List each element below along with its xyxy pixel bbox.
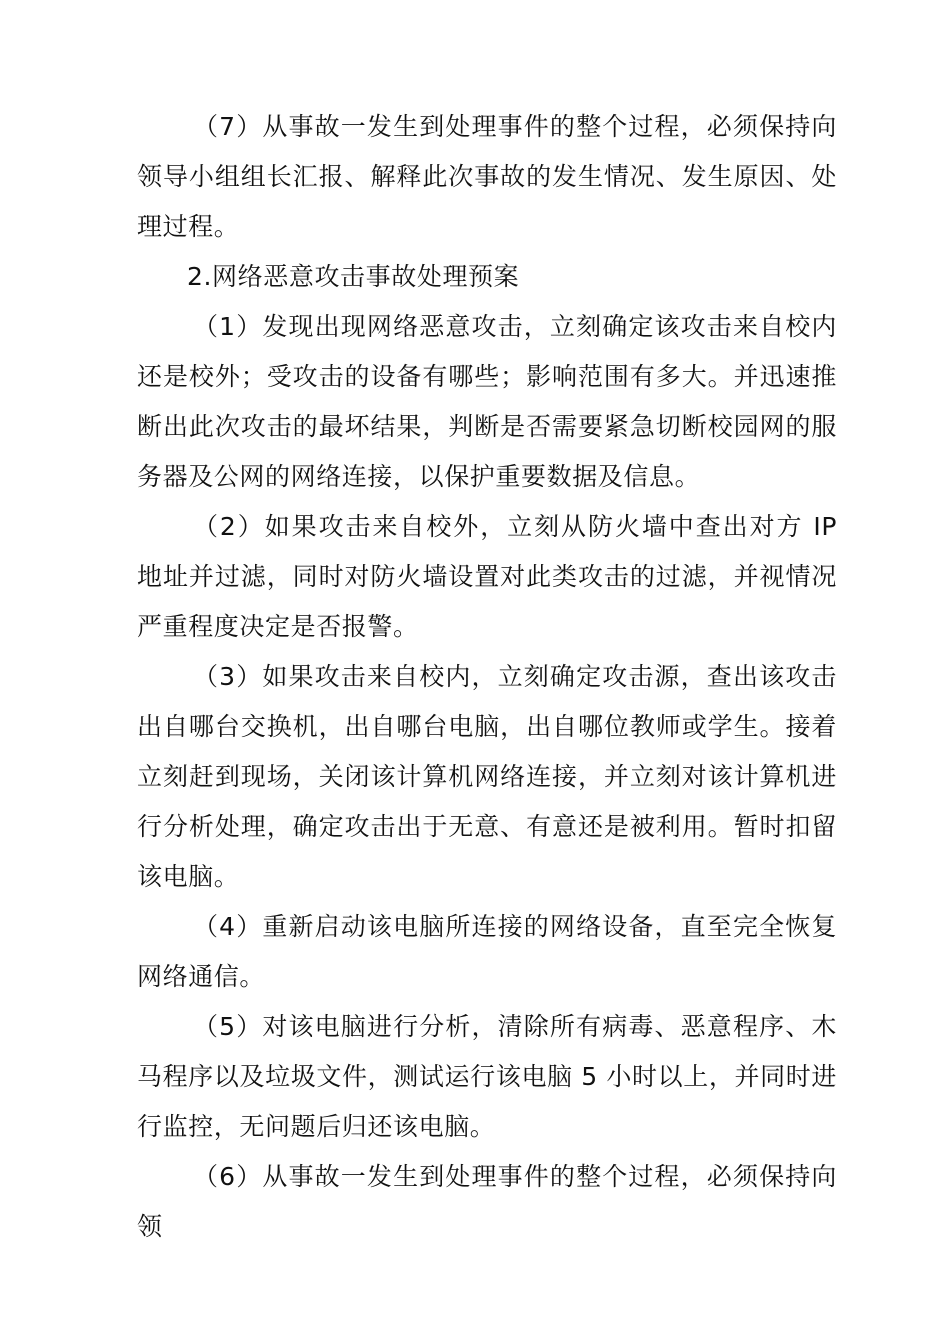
paragraph-item-3: （3）如果攻击来自校内，立刻确定攻击源，查出该攻击出自哪台交换机，出自哪台电脑，出自哪位教师或学生。接着立刻赶到现场，关闭该计算机网络连接，并立刻对该计算机进行分析处理，确定攻击出于无意、有意还是被利用。暂时扣留该电脑。 <box>137 662 837 891</box>
paragraph-item-5: （5）对该电脑进行分析，清除所有病毒、恶意程序、木马程序以及垃圾文件，测试运行该电脑 5 小时以上，并同时进行监控，无问题后归还该电脑。 <box>137 1012 837 1141</box>
document-body <box>137 102 837 1252</box>
section-heading: 2.网络恶意攻击事故处理预案 <box>187 262 520 291</box>
paragraph-item-6: （6）从事故一发生到处理事件的整个过程，必须保持向领 <box>137 1162 837 1241</box>
paragraph-item-7: （7）从事故一发生到处理事件的整个过程，必须保持向领导小组组长汇报、解释此次事故的发生情况、发生原因、处理过程。 <box>137 112 837 241</box>
paragraph-item-1: （1）发现出现网络恶意攻击，立刻确定该攻击来自校内还是校外；受攻击的设备有哪些；影响范围有多大。并迅速推断出此次攻击的最坏结果，判断是否需要紧急切断校园网的服务器及公网的网络连接，以保护重要数据及信息。 <box>137 312 837 491</box>
paragraph-item-4: （4）重新启动该电脑所连接的网络设备，直至完全恢复网络通信。 <box>137 912 837 991</box>
paragraph-item-2: （2）如果攻击来自校外，立刻从防火墙中查出对方 IP 地址并过滤，同时对防火墙设置对此类攻击的过滤，并视情况严重程度决定是否报警。 <box>137 512 837 641</box>
